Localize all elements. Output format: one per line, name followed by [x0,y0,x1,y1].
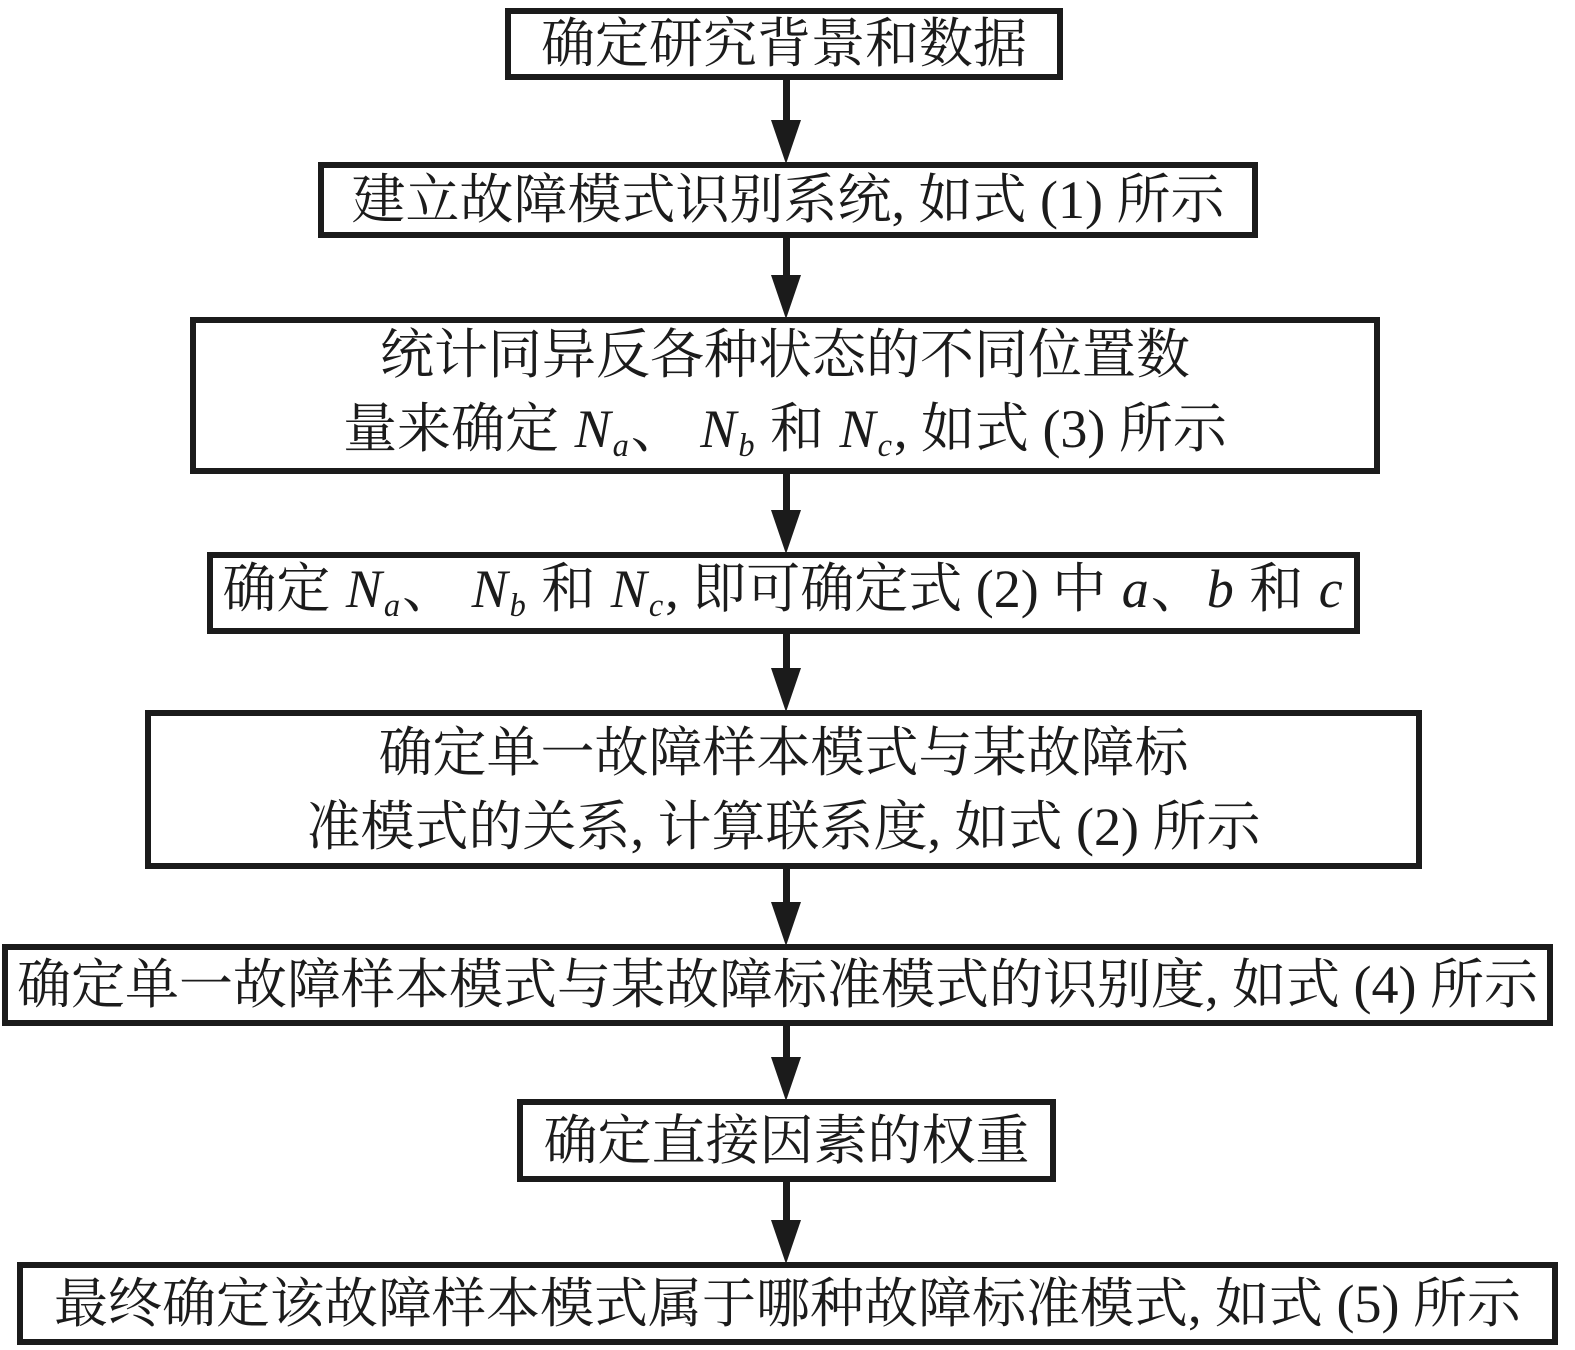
arrow-stem [783,470,790,510]
flow-box-text-line: 确定 Na、 Nb 和 Nc, 即可确定式 (2) 中 a、b 和 c [222,559,1343,625]
arrow-stem [783,630,790,668]
flow-box-determine-direct-factor-weights [517,1099,1056,1182]
arrowhead-down-icon [771,510,801,554]
flow-arrow-3 [771,470,801,554]
flow-box-text-line: 确定单一故障样本模式与某故障标准模式的识别度, 如式 (4) 所示 [17,955,1538,1015]
flow-box-text-line: 建立故障模式识别系统, 如式 (1) 所示 [351,170,1225,230]
flow-arrow-4 [771,630,801,712]
arrowhead-down-icon [771,668,801,712]
flow-arrow-2 [771,234,801,319]
flow-arrow-5 [771,864,801,946]
flow-box-determine-na-nb-nc-then-abc [207,552,1360,634]
arrow-stem [783,1022,790,1057]
flow-box-compute-connection-degree [145,710,1422,869]
arrow-stem [783,234,790,275]
flow-box-text-line: 确定单一故障样本模式与某故障标 [378,722,1189,783]
flow-box-count-identical-different-opposite-positions [190,317,1380,474]
flow-box-determine-background-and-data [505,8,1063,80]
arrowhead-down-icon [771,1220,801,1264]
flow-box-final-standard-pattern-classification [17,1262,1558,1345]
flow-box-determine-recognition-degree [2,944,1553,1026]
arrowhead-down-icon [771,902,801,946]
flow-arrow-7 [771,1178,801,1264]
arrow-stem [783,1178,790,1220]
flow-box-build-fault-pattern-recognition-system [318,162,1258,238]
flow-box-text-line: 量来确定 Na、 Nb 和 Nc, 如式 (3) 所示 [343,398,1227,464]
arrowhead-down-icon [771,120,801,164]
arrowhead-down-icon [771,1057,801,1101]
flow-box-text-line: 确定直接因素的权重 [543,1110,1030,1171]
flow-box-text-line: 确定研究背景和数据 [541,14,1027,74]
arrow-stem [783,864,790,902]
arrow-stem [783,76,790,120]
arrowhead-down-icon [771,275,801,319]
flow-box-text-line: 统计同异反各种状态的不同位置数 [380,324,1190,385]
flow-arrow-6 [771,1022,801,1101]
flow-box-text-line: 准模式的关系, 计算联系度, 如式 (2) 所示 [306,796,1261,857]
flow-arrow-1 [771,76,801,164]
flow-box-text-line: 最终确定该故障样本模式属于哪种故障标准模式, 如式 (5) 所示 [54,1273,1521,1334]
